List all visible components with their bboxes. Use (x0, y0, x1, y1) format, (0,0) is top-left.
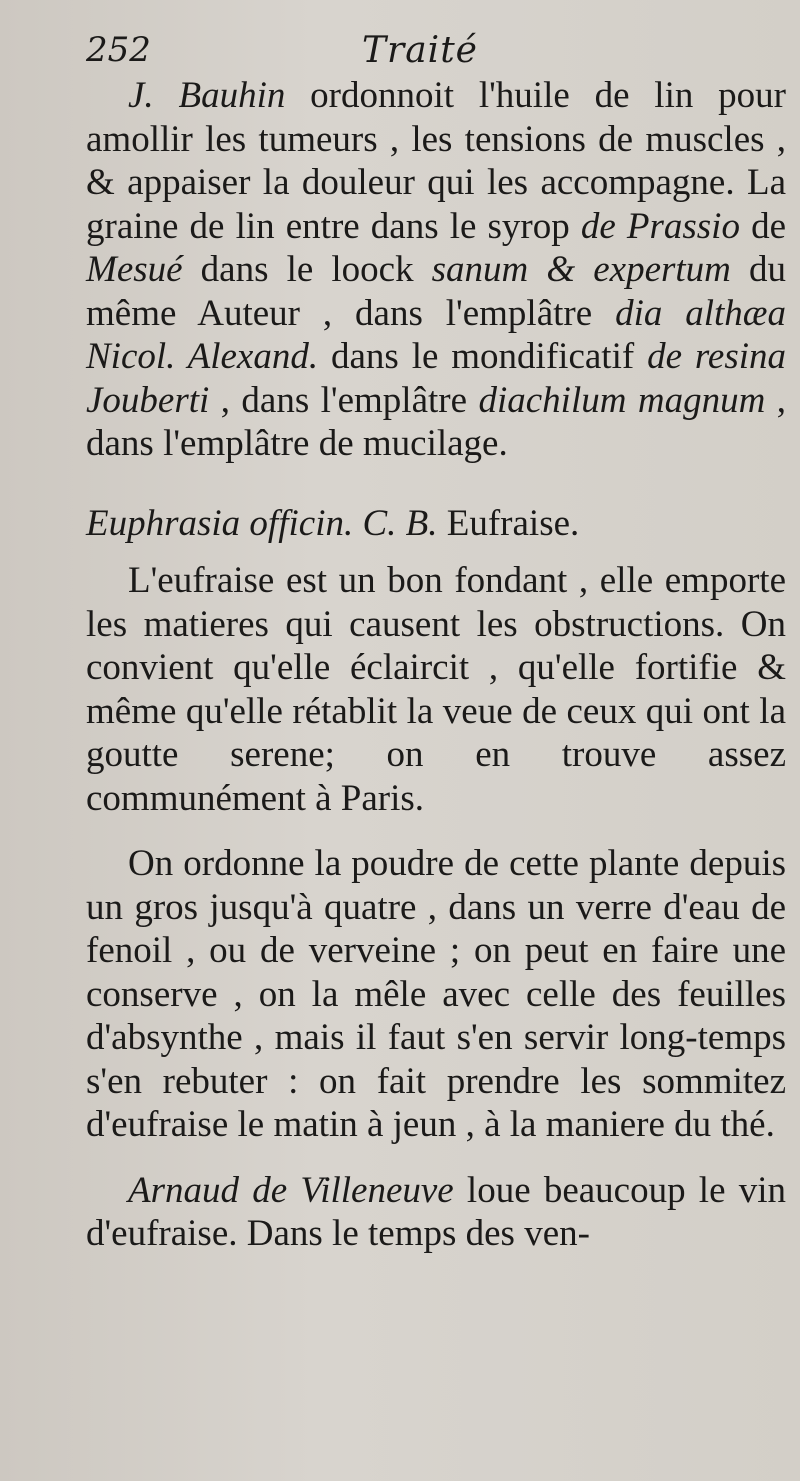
paragraph-villeneuve: Arnaud de Villeneuve loue beaucoup le vin d'eufraise. Dans le temps des ven- (86, 1169, 786, 1254)
running-head: Traité (362, 30, 478, 71)
page-body (86, 74, 786, 1256)
section-heading (86, 502, 786, 546)
page-number: 252 (86, 30, 151, 70)
author-name: J. Bauhin (128, 75, 286, 116)
french-name: Eufraise. (437, 502, 580, 544)
latin-name: Euphrasia officin. C. B. (86, 502, 438, 544)
paragraph-bauhin: J. Bauhin ordonnoit l'huile de lin pour amollir les tumeurs , les tensions de muscles , & appaiser la douleur qui les accompagne. La graine de lin entre dans le syrop de Prassio de Mesué dans le loock sanum & expertum du même Auteur , dans l'emplâtre dia althæa Nicol. Alexand. dans le mondificatif de resina Jouberti , dans l'emplâtre diachilum magnum , dans l'emplâtre de mucilage. (86, 75, 787, 464)
author-name: Arnaud de Villeneuve (128, 1169, 454, 1211)
paragraph-eufraise: L'eufraise est un bon fondant , elle emporte les matieres qui causent les obstructions. On convient qu'elle éclaircit , qu'elle fortifie & même qu'elle rétablit la veue de ceux qui ont la goutte serene; on en trouve assez communément à Paris. (86, 560, 786, 819)
paragraph-dosage: On ordonne la poudre de cette plante depuis un gros jusqu'à quatre , dans un verre d'eau de fenoil , ou de verveine ; on peut en faire une conserve , on la mêle avec celle des feuilles d'absynthe , mais il faut s'en servir long-temps s'en rebuter : on fait prendre les sommitez d'eufraise le matin à jeun , à la maniere du thé. (86, 843, 786, 1145)
